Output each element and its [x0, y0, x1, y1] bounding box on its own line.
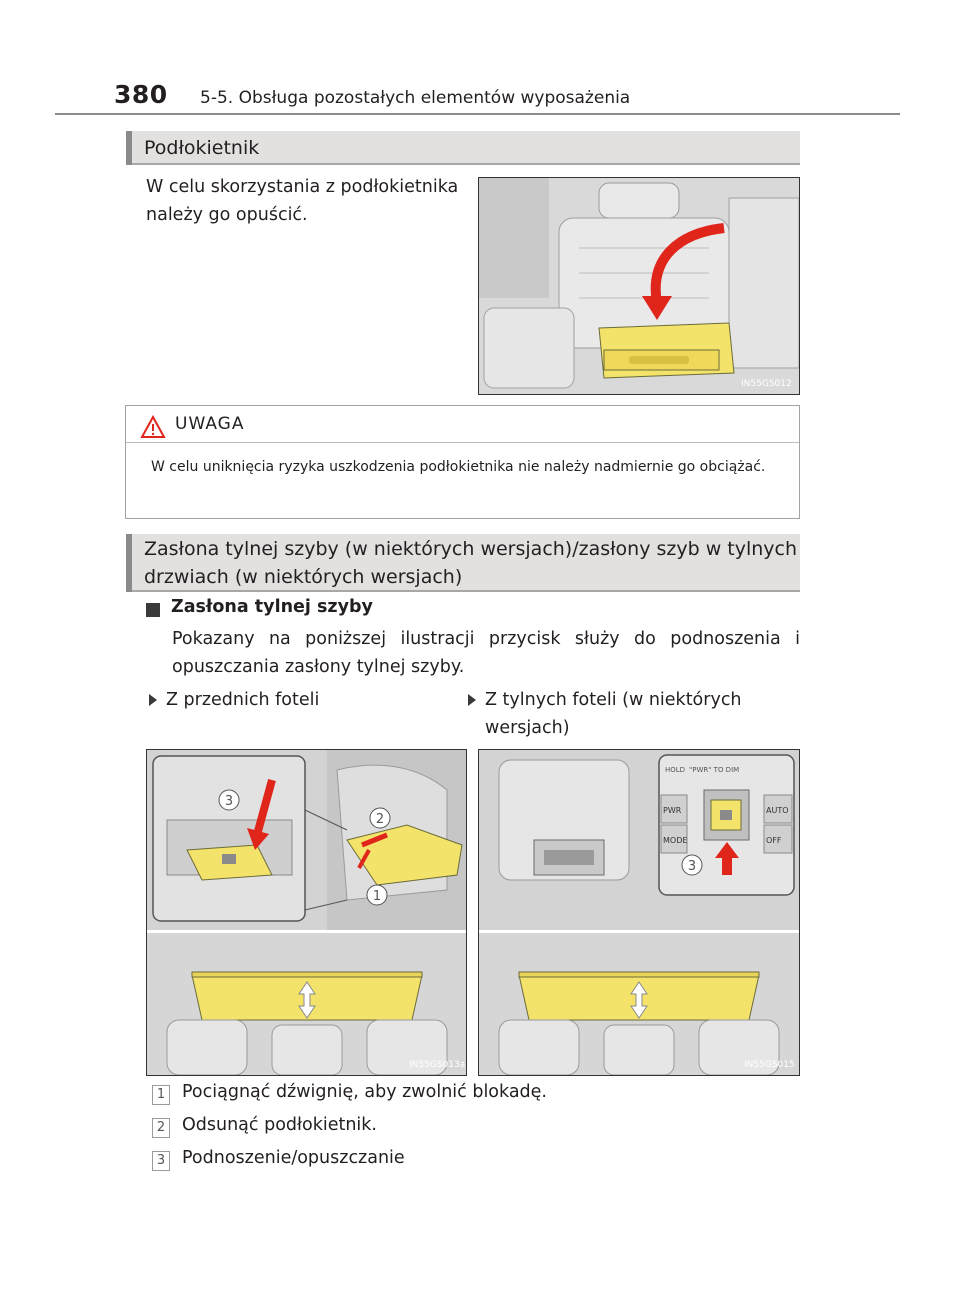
armrest-intro-text: W celu skorzystania z podłokietnika należy go opuścić.: [146, 177, 459, 225]
panel-auto-label: AUTO: [766, 806, 789, 815]
panel-off-label: OFF: [766, 836, 782, 845]
step-1-text: Pociągnąć dźwignię, aby zwolnić blokadę.: [182, 1082, 547, 1102]
step-1-number: 1: [152, 1085, 170, 1105]
triangle-bullet-icon: [468, 694, 476, 706]
section-title-sunshade: Zasłona tylnej szyby (w niektórych wersjach)/zasłony szyb w tylnych drzwiach (w niektórych wersjach): [126, 534, 800, 592]
panel-pwr-to-dim-label: "PWR" TO DIM: [689, 766, 740, 774]
callout-3: 3: [224, 794, 234, 809]
step-2-text: Odsunąć podłokietnik.: [182, 1115, 377, 1135]
subsection-title: Zasłona tylnej szyby: [171, 597, 373, 617]
running-head: 5-5. Obsługa pozostałych elementów wyposażenia: [200, 88, 631, 108]
step-3-number: 3: [152, 1151, 170, 1171]
page-number: 380: [114, 80, 168, 109]
from-rear-seats-label: Z tylnych foteli (w niektórych wersjach): [485, 690, 742, 738]
armrest-figure: [478, 177, 800, 395]
from-front-seats-label: Z przednich foteli: [166, 690, 320, 710]
step-2-number: 2: [152, 1118, 170, 1138]
callout-2: 2: [375, 812, 385, 827]
caution-box: [125, 405, 800, 519]
caution-text: W celu uniknięcia ryzyka uszkodzenia podłokietnika nie należy nadmiernie go obciążać.: [151, 459, 766, 475]
panel-mode-label: MODE: [663, 836, 688, 845]
section-title-armrest: Podłokietnik: [126, 131, 800, 165]
subsection-text: Pokazany na poniższej ilustracji przycisk służy do podnoszenia i opuszczania zasłony tylnej szyby.: [172, 629, 800, 677]
panel-pwr-label: PWR: [663, 806, 682, 815]
caution-divider: [126, 442, 799, 443]
header-rule: [55, 113, 900, 115]
rear-seats-figure: [478, 749, 800, 1076]
rear-figure-code: IN55GS015: [744, 1060, 795, 1070]
panel-hold-label: HOLD: [665, 766, 686, 774]
warning-triangle-icon: [140, 415, 166, 439]
triangle-bullet-icon: [149, 694, 157, 706]
callout-3-rear: 3: [687, 859, 697, 874]
square-bullet-icon: [146, 603, 160, 617]
front-figure-code: IN55GS013a: [409, 1060, 466, 1070]
step-3-text: Podnoszenie/opuszczanie: [182, 1148, 405, 1168]
callout-1: 1: [372, 889, 382, 904]
caution-title: UWAGA: [175, 414, 245, 434]
armrest-figure-code: IN55GS012: [741, 379, 792, 389]
front-seats-figure: [146, 749, 467, 1076]
